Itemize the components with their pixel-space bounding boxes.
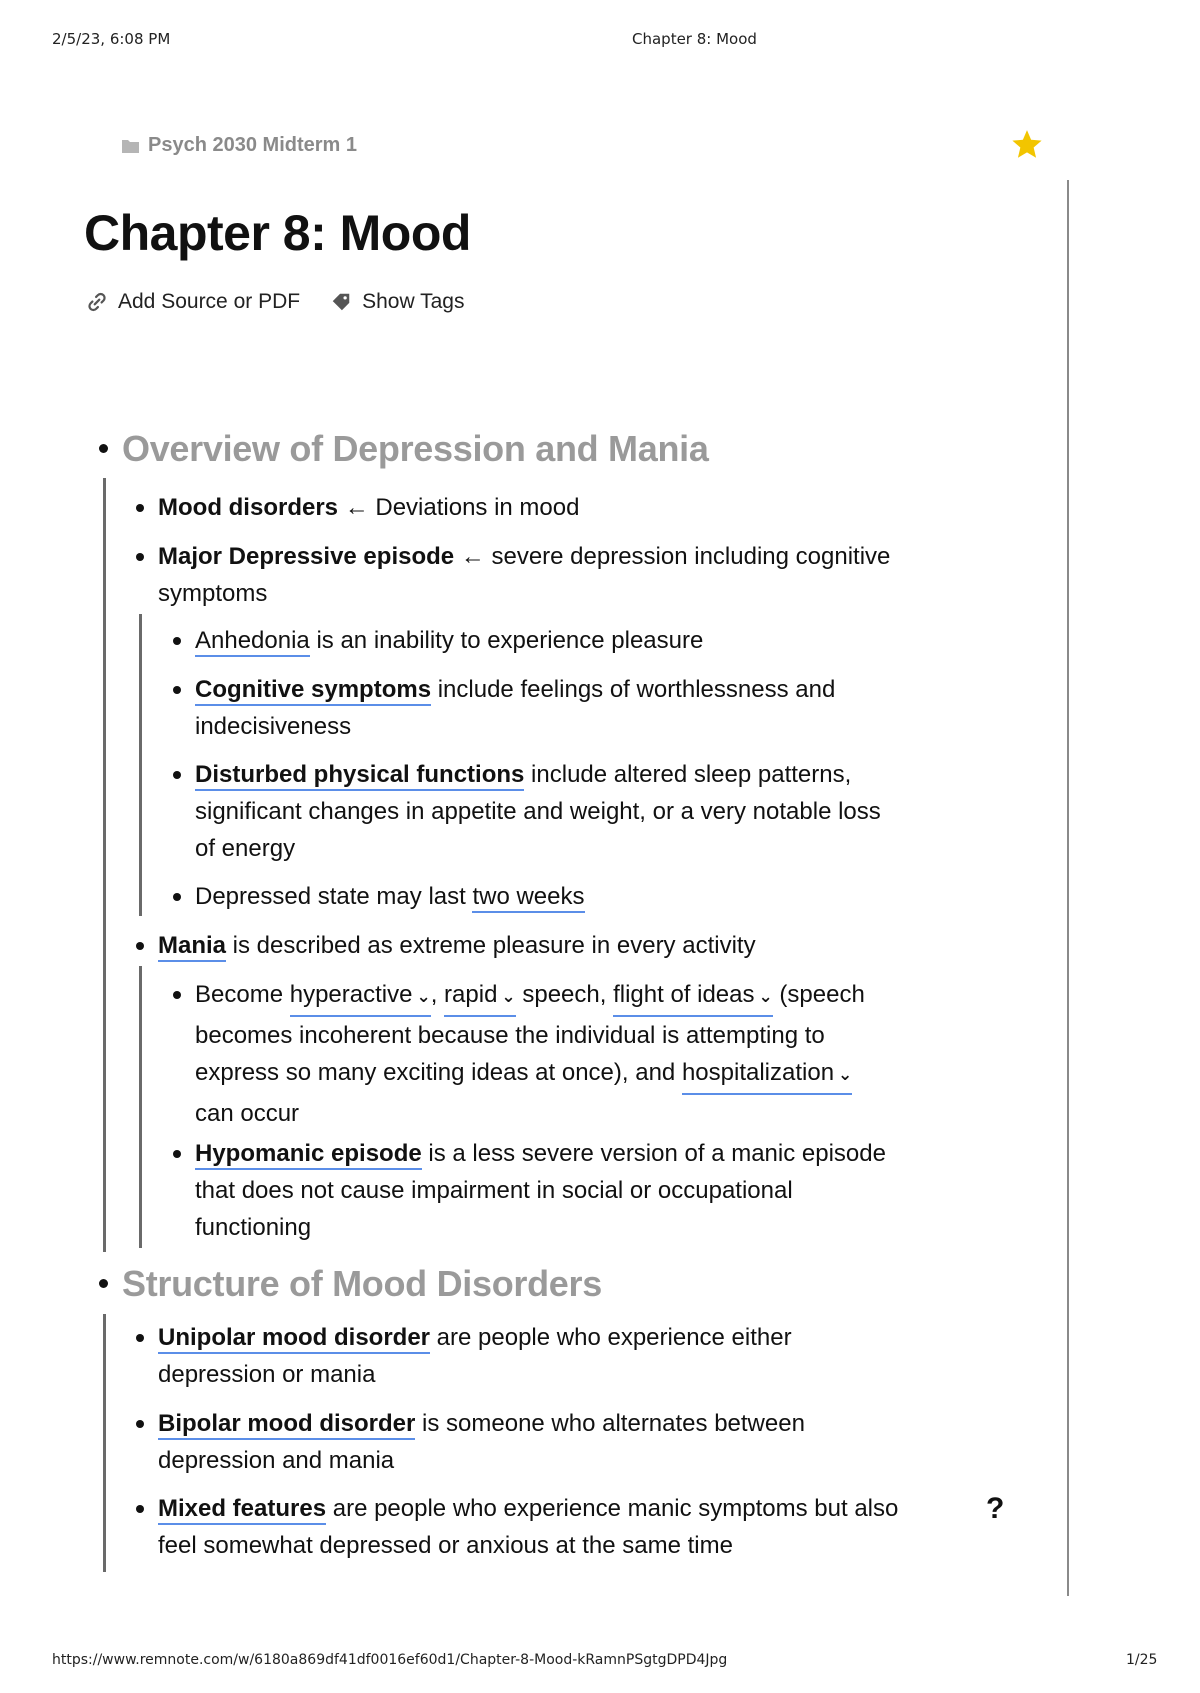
- list-item-unipolar[interactable]: [158, 1319, 792, 1393]
- list-bullet: [173, 991, 181, 999]
- list-item-duration[interactable]: [195, 878, 585, 915]
- breadcrumb-label[interactable]: Psych 2030 Midterm 1: [148, 134, 357, 156]
- add-source-button[interactable]: [86, 290, 300, 314]
- term-link[interactable]: Bipolar mood disorder: [158, 1410, 415, 1440]
- list-bullet: [173, 686, 181, 694]
- show-tags-button[interactable]: [330, 290, 464, 314]
- list-bullet: [173, 1150, 181, 1158]
- breadcrumb[interactable]: [122, 134, 357, 157]
- list-item-become[interactable]: [195, 976, 865, 1132]
- print-date: 2/5/23, 6:08 PM: [52, 30, 171, 48]
- term-link[interactable]: Disturbed physical functions: [195, 761, 524, 791]
- subitem-indent-line: [139, 966, 142, 1248]
- definition: is someone who alternates between: [415, 1410, 805, 1437]
- term-link[interactable]: Cognitive symptoms: [195, 676, 431, 706]
- chevron-down-icon: ⌄: [838, 1065, 853, 1084]
- definition-cont: symptoms: [158, 580, 268, 607]
- definition-cont: indecisiveness: [195, 713, 352, 740]
- arrow-left-icon: ←: [344, 494, 369, 521]
- list-bullet: [136, 1334, 144, 1342]
- list-bullet: [136, 504, 144, 512]
- chevron-down-icon: ⌄: [758, 987, 773, 1006]
- text: express so many exciting ideas at once), and: [195, 1059, 682, 1086]
- term-link[interactable]: Unipolar mood disorder: [158, 1324, 430, 1354]
- definition: are people who experience manic symptoms but also: [326, 1495, 899, 1522]
- term-link[interactable]: two weeks: [472, 883, 584, 913]
- definition-cont: depression and mania: [158, 1447, 395, 1474]
- section-heading-overview[interactable]: Overview of Depression and Mania: [122, 428, 709, 469]
- cloze-select-hyperactive[interactable]: hyperactive ⌄: [290, 976, 431, 1017]
- text: becomes incoherent because the individual is attempting to: [195, 1022, 825, 1049]
- print-title: Chapter 8: Mood: [632, 30, 757, 48]
- list-item-mania[interactable]: [158, 927, 756, 964]
- add-source-label: Add Source or PDF: [118, 290, 301, 313]
- text: can occur: [195, 1100, 300, 1127]
- definition-cont: that does not cause impairment in social or occupational: [195, 1177, 793, 1204]
- definition: Depressed state may last: [195, 883, 473, 910]
- definition: is described as extreme pleasure in every activity: [226, 932, 756, 959]
- list-bullet: [173, 771, 181, 779]
- section-indent-line: [103, 478, 106, 1252]
- cloze-select-rapid[interactable]: rapid ⌄: [444, 976, 516, 1017]
- text: (speech: [772, 981, 865, 1008]
- list-bullet: [136, 942, 144, 950]
- term: Mood disorders: [158, 494, 339, 521]
- definition-cont: functioning: [195, 1214, 312, 1241]
- list-item-bipolar[interactable]: [158, 1405, 805, 1479]
- list-bullet: [173, 893, 181, 901]
- section-indent-line: [103, 1314, 106, 1572]
- term-link[interactable]: Mania: [158, 932, 226, 962]
- heading-bullet: [99, 1279, 108, 1288]
- list-item-major-depressive[interactable]: [158, 538, 890, 612]
- tag-icon: [330, 291, 352, 313]
- list-item-mixed-features[interactable]: [158, 1490, 898, 1564]
- list-item-anhedonia[interactable]: [195, 622, 703, 659]
- list-bullet: [136, 1420, 144, 1428]
- right-divider: [1067, 180, 1069, 1596]
- section-heading-structure[interactable]: Structure of Mood Disorders: [122, 1263, 602, 1304]
- star-icon[interactable]: [1010, 128, 1044, 162]
- definition: include altered sleep patterns,: [524, 761, 852, 788]
- chevron-down-icon: ⌄: [501, 987, 516, 1006]
- cloze-select-hospitalization[interactable]: hospitalization ⌄: [682, 1054, 852, 1095]
- term-link[interactable]: Anhedonia: [195, 627, 310, 657]
- definition: Deviations in mood: [375, 494, 580, 521]
- definition: include feelings of worthlessness and: [431, 676, 836, 703]
- print-page-number: 1/25: [1126, 1652, 1158, 1668]
- term: Major Depressive episode: [158, 543, 455, 570]
- question-mark-icon[interactable]: ?: [986, 1492, 1005, 1525]
- list-bullet: [173, 637, 181, 645]
- definition: is a less severe version of a manic episode: [421, 1140, 886, 1167]
- heading-bullet: [99, 444, 108, 453]
- definition-cont: of energy: [195, 835, 296, 862]
- list-item-mood-disorders[interactable]: [158, 489, 579, 526]
- list-bullet: [136, 1505, 144, 1513]
- page-title: Chapter 8: Mood: [84, 205, 471, 261]
- definition-cont: depression or mania: [158, 1361, 376, 1388]
- list-item-hypomanic[interactable]: [195, 1135, 886, 1246]
- arrow-left-icon: ←: [460, 543, 485, 570]
- definition: are people who experience either: [430, 1324, 792, 1351]
- text: ,: [430, 981, 445, 1008]
- chevron-down-icon: ⌄: [416, 987, 431, 1006]
- definition: severe depression including cognitive: [491, 543, 891, 570]
- definition-cont: feel somewhat depressed or anxious at the same time: [158, 1532, 733, 1559]
- term-link[interactable]: Mixed features: [158, 1495, 326, 1525]
- folder-icon: [122, 139, 139, 153]
- text: speech,: [515, 981, 614, 1008]
- list-bullet: [136, 553, 144, 561]
- definition: is an inability to experience pleasure: [309, 627, 704, 654]
- link-icon: [86, 291, 108, 313]
- show-tags-label: Show Tags: [362, 290, 465, 313]
- cloze-select-flight-of-ideas[interactable]: flight of ideas ⌄: [613, 976, 773, 1017]
- definition-cont: significant changes in appetite and weight, or a very notable loss: [195, 798, 881, 825]
- title-actions: [86, 290, 464, 314]
- list-item-physical-functions[interactable]: [195, 756, 881, 867]
- list-item-cognitive-symptoms[interactable]: [195, 671, 835, 745]
- text: Become: [195, 981, 290, 1008]
- term-link[interactable]: Hypomanic episode: [195, 1140, 422, 1170]
- print-url: https://www.remnote.com/w/6180a869df41df0016ef60d1/Chapter-8-Mood-kRamnPSgtgDPD4Jpg: [52, 1652, 728, 1668]
- subitem-indent-line: [139, 614, 142, 916]
